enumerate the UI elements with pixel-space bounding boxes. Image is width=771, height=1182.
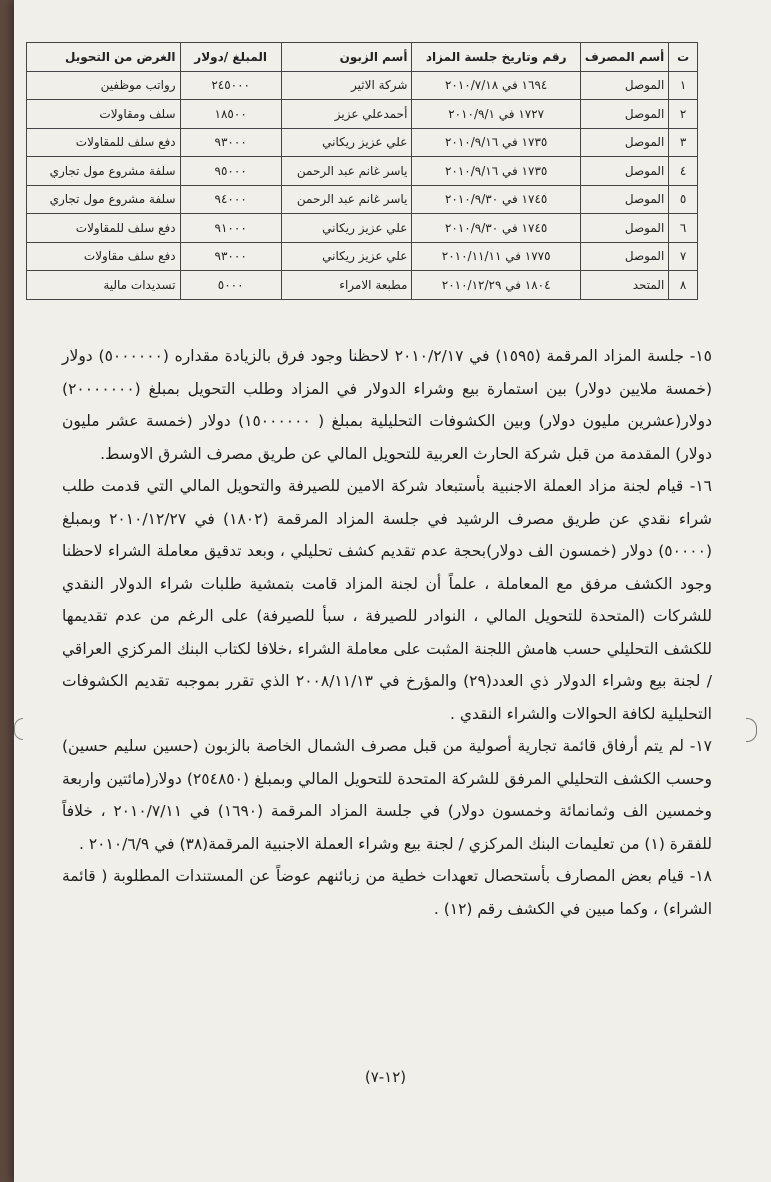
cell-purpose: سلف ومقاولات [27,100,181,129]
cell-bank: الموصل [580,214,668,243]
cell-session: ١٧٣٥ في ٢٠١٠/٩/١٦ [412,128,580,157]
cell-bank: الموصل [580,157,668,186]
cell-amount: ٩١٠٠٠ [180,214,281,243]
cell-purpose: سلفة مشروع مول تجاري [27,185,181,214]
cell-session: ١٧٢٧ في ٢٠١٠/٩/١ [412,100,580,129]
cell-num: ٥ [669,185,698,214]
cell-session: ١٦٩٤ في ٢٠١٠/٧/١٨ [412,71,580,100]
paragraph-15: ١٥- جلسة المزاد المرقمة (١٥٩٥) في ٢٠١٠/٢/١٧ لاحظنا وجود فرق بالزيادة مقداره (٥٠٠٠٠٠٠) دولار (خمسة ملايين دولار) بين استمارة بيع وشراء الدولار في المزاد وطلب التحويل بمبلغ (٢٠٠٠٠٠٠٠) دولار(عشرين مليون دولار) وبين الكشوفات التحليلية بمبلغ ( ١٥٠٠٠٠٠٠) دولار (خمسة عشر مليون دولار) المقدمة من قبل شركة الحارث العربية للتحويل المالي عن طريق مصرف الشرق الاوسط. [62,347,712,463]
table-row [27,271,698,300]
cell-amount: ٩٥٠٠٠ [180,157,281,186]
page-number: (١٢-٧) [364,1068,407,1086]
cell-client: مطبعة الامراء [281,271,412,300]
cell-num: ٧ [669,242,698,271]
cell-bank: الموصل [580,128,668,157]
cell-bank: الموصل [580,100,668,129]
table-header-row [27,43,698,72]
table-row [27,71,698,100]
cell-client: علي عزيز ريكاني [281,214,412,243]
cell-num: ٢ [669,100,698,129]
header-bank: أسم المصرف [580,43,668,72]
document-body [62,340,712,925]
cell-num: ٦ [669,214,698,243]
cell-amount: ٥٠٠٠ [180,271,281,300]
margin-mark-left [14,718,23,740]
cell-client: ياسر غانم عبد الرحمن [281,157,412,186]
cell-session: ١٧٧٥ في ٢٠١٠/١١/١١ [412,242,580,271]
table-row [27,214,698,243]
paragraph-16: ١٦- قيام لجنة مزاد العملة الاجنبية بأستبعاد شركة الامين للصيرفة والتحويل المالي التي قدمت طلب شراء نقدي عن طريق مصرف الرشيد في جلسة المزاد المرقمة (١٨٠٢) في ٢٠١٠/١٢/٢٧ وبمبلغ (٥٠٠٠٠) دولار (خمسون الف دولار)بحجة عدم تقديم كشف تحليلي ، وبعد تدقيق معاملة الشراء لاحظنا وجود الكشف مرفق مع المعاملة ، علماً أن لجنة المزاد قامت بتمشية طلبات شراء الدولار النقدي للشركات (المتحدة للتحويل المالي ، النوادر للصيرفة ، سبأ للصيرفة) على الرغم من عدم تقديمها للكشف التحليلي حسب هامش اللجنة المثبت على معاملة الشراء ،خلافا لكتاب البنك المركزي العراقي / لجنة بيع وشراء الدولار ذي العدد(٢٩) والمؤرخ في ٢٠٠٨/١١/١٣ الذي تقرر بموجبه تقديم الكشوفات التحليلية لكافة الحوالات والشراء النقدي . [62,477,713,723]
cell-purpose: دفع سلف للمقاولات [27,128,181,157]
cell-amount: ٢٤٥٠٠٠ [180,71,281,100]
cell-bank: المتحد [580,271,668,300]
table-row [27,100,698,129]
cell-purpose: دفع سلف مقاولات [27,242,181,271]
cell-amount: ١٨٥٠٠ [180,100,281,129]
cell-amount: ٩٣٠٠٠ [180,128,281,157]
cell-session: ١٧٣٥ في ٢٠١٠/٩/١٦ [412,157,580,186]
paragraph-18: ١٨- قيام بعض المصارف بأستحصال تعهدات خطية من زبائنهم عوضاً عن المستندات المطلوبة ( قائمة الشراء) ، وكما مبين في الكشف رقم (١٢) . [62,867,712,918]
cell-client: ياسر غانم عبد الرحمن [281,185,412,214]
cell-num: ٤ [669,157,698,186]
cell-purpose: دفع سلف للمقاولات [27,214,181,243]
cell-client: علي عزيز ريكاني [281,242,412,271]
cell-session: ١٨٠٤ في ٢٠١٠/١٢/٢٩ [412,271,580,300]
cell-session: ١٧٤٥ في ٢٠١٠/٩/٣٠ [412,185,580,214]
cell-amount: ٩٣٠٠٠ [180,242,281,271]
cell-num: ٣ [669,128,698,157]
header-purpose: الغرض من التحويل [27,43,181,72]
cell-num: ٨ [669,271,698,300]
header-num: ت [669,43,698,72]
cell-purpose: سلفة مشروع مول تجاري [27,157,181,186]
cell-client: شركة الاثير [281,71,412,100]
header-amount: المبلغ /دولار [180,43,281,72]
cell-bank: الموصل [580,185,668,214]
cell-client: أحمدعلي عزيز [281,100,412,129]
cell-session: ١٧٤٥ في ٢٠١٠/٩/٣٠ [412,214,580,243]
table-row [27,128,698,157]
cell-purpose: تسديدات مالية [27,271,181,300]
cell-amount: ٩٤٠٠٠ [180,185,281,214]
cell-bank: الموصل [580,71,668,100]
header-client: أسم الزبون [281,43,412,72]
cell-client: علي عزيز ريكاني [281,128,412,157]
table-row [27,157,698,186]
cell-num: ١ [669,71,698,100]
table-row [27,185,698,214]
cell-purpose: رواتب موظفين [27,71,181,100]
cell-bank: الموصل [580,242,668,271]
paragraph-17: ١٧- لم يتم أرفاق قائمة تجارية أصولية من قبل مصرف الشمال الخاصة بالزبون (حسين سليم حسين) وحسب الكشف التحليلي المرفق للشركة المتحدة للتحويل المالي وبمبلغ (٢٥٤٨٥٠) دولار(مائتين واربعة وخمسين الف وثمانمائة وخمسون دولار) في جلسة المزاد المرقمة (١٦٩٠) في ٢٠١٠/٧/١١ ، خلافاً للفقرة (١) من تعليمات البنك المركزي / لجنة بيع وشراء العملة الاجنبية المرقمة(٣٨) في ٢٠١٠/٦/٩ . [62,737,713,853]
header-session: رقم وتاريخ جلسة المزاد [412,43,580,72]
table-row [27,242,698,271]
transfers-table [26,42,698,300]
